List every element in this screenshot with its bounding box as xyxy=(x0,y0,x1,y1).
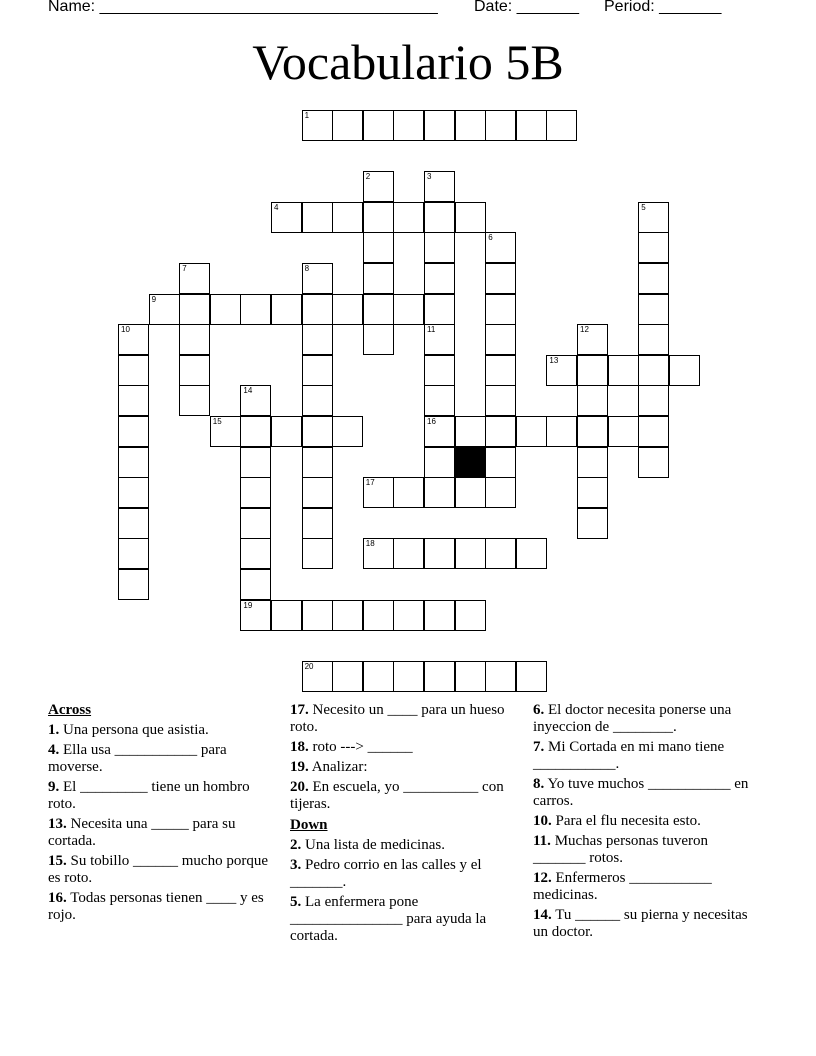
grid-cell[interactable] xyxy=(424,324,455,355)
grid-cell[interactable] xyxy=(455,416,486,447)
clue-across-16: 16. Todas personas tienen ____ y es rojo. xyxy=(48,890,264,923)
grid-cell[interactable] xyxy=(424,110,455,141)
grid-cell[interactable] xyxy=(393,110,424,141)
grid-cell[interactable] xyxy=(240,294,271,325)
clue-number: 2 xyxy=(365,172,371,182)
clue-across-19: 19. Analizar: xyxy=(290,759,368,775)
grid-cell[interactable] xyxy=(485,232,516,263)
grid-cell[interactable] xyxy=(271,202,302,233)
grid-cell[interactable] xyxy=(302,416,333,447)
grid-cell[interactable] xyxy=(363,600,394,631)
clue-down-6: 6. El doctor necesita ponerse una inyeccion de ________. xyxy=(533,702,732,735)
clue-number: 19 xyxy=(243,600,253,610)
grid-cell[interactable] xyxy=(240,569,271,600)
grid-cell[interactable] xyxy=(516,110,547,141)
grid-cell[interactable] xyxy=(302,294,333,325)
grid-cell[interactable] xyxy=(179,294,210,325)
grid-cell[interactable] xyxy=(332,110,363,141)
grid-cell[interactable] xyxy=(393,294,424,325)
clues-column-2 xyxy=(290,702,512,948)
grid-cell[interactable] xyxy=(210,416,241,447)
grid-cell[interactable] xyxy=(149,294,180,325)
grid-cell[interactable] xyxy=(546,416,577,447)
grid-cell[interactable] xyxy=(638,232,669,263)
down-heading: Down xyxy=(290,817,328,833)
grid-cell[interactable] xyxy=(455,538,486,569)
clue-across-20: 20. En escuela, yo __________ con tijeras. xyxy=(290,779,504,812)
grid-cell[interactable] xyxy=(577,355,608,386)
grid-cell[interactable] xyxy=(363,171,394,202)
grid-cell[interactable] xyxy=(179,263,210,294)
clue-number: 4 xyxy=(274,202,279,212)
grid-cell[interactable] xyxy=(638,324,669,355)
grid-cell[interactable] xyxy=(485,385,516,416)
grid-cell[interactable] xyxy=(118,324,149,355)
grid-cell[interactable] xyxy=(546,355,577,386)
clue-number: 14 xyxy=(243,386,253,396)
grid-cell[interactable] xyxy=(424,416,455,447)
grid-cell[interactable] xyxy=(577,385,608,416)
clue-number: 9 xyxy=(151,294,157,304)
grid-cell[interactable] xyxy=(240,508,271,539)
grid-cell[interactable] xyxy=(363,477,394,508)
grid-cell[interactable] xyxy=(240,416,271,447)
grid-cell[interactable] xyxy=(302,447,333,478)
grid-cell[interactable] xyxy=(393,538,424,569)
grid-block-cell xyxy=(455,447,486,478)
grid-cell[interactable] xyxy=(302,538,333,569)
grid-cell[interactable] xyxy=(669,355,700,386)
grid-cell[interactable] xyxy=(424,538,455,569)
grid-cell[interactable] xyxy=(302,508,333,539)
grid-cell[interactable] xyxy=(179,385,210,416)
clue-number: 7 xyxy=(182,264,187,273)
grid-cell[interactable] xyxy=(516,538,547,569)
period-field-label: Period: _______ xyxy=(604,0,722,15)
grid-cell[interactable] xyxy=(424,202,455,233)
grid-cell[interactable] xyxy=(577,447,608,478)
grid-cell[interactable] xyxy=(577,477,608,508)
clue-across-17: 17. Necesito un ____ para un hueso roto. xyxy=(290,702,505,735)
grid-cell[interactable] xyxy=(332,661,363,692)
grid-cell[interactable] xyxy=(485,110,516,141)
grid-cell[interactable] xyxy=(424,355,455,386)
clue-number: 11 xyxy=(427,325,436,335)
grid-cell[interactable] xyxy=(424,263,455,294)
grid-cell[interactable] xyxy=(516,661,547,692)
grid-cell[interactable] xyxy=(240,600,271,631)
grid-cell[interactable] xyxy=(302,324,333,355)
clue-across-4: 4. Ella usa ___________ para moverse. xyxy=(48,742,227,775)
grid-cell[interactable] xyxy=(118,538,149,569)
page-title: Vocabulario 5B xyxy=(252,34,564,90)
grid-cell[interactable] xyxy=(424,171,455,202)
grid-cell[interactable] xyxy=(332,202,363,233)
clue-number: 3 xyxy=(427,172,432,182)
clue-down-8: 8. Yo tuve muchos ___________ en carros. xyxy=(533,776,749,809)
clue-down-11: 11. Muchas personas tuveron _______ rotos. xyxy=(533,833,708,866)
grid-cell[interactable] xyxy=(179,355,210,386)
grid-cell[interactable] xyxy=(424,385,455,416)
clue-across-9: 9. El _________ tiene un hombro roto. xyxy=(48,779,250,812)
grid-cell[interactable] xyxy=(118,447,149,478)
grid-cell[interactable] xyxy=(118,416,149,447)
clues-column-1 xyxy=(48,702,270,927)
grid-cell[interactable] xyxy=(638,202,669,233)
grid-cell[interactable] xyxy=(393,661,424,692)
clue-across-13: 13. Necesita una _____ para su cortada. xyxy=(48,816,236,849)
clue-down-5: 5. La enfermera pone _______________ para ayuda la cortada. xyxy=(290,894,487,944)
clues-column-3 xyxy=(533,702,755,944)
grid-cell[interactable] xyxy=(608,355,639,386)
grid-cell[interactable] xyxy=(485,416,516,447)
grid-cell[interactable] xyxy=(302,110,333,141)
grid-cell[interactable] xyxy=(516,416,547,447)
grid-cell[interactable] xyxy=(455,661,486,692)
clue-number: 8 xyxy=(304,264,310,273)
clue-down-3: 3. Pedro corrio en las calles y el _______. xyxy=(290,857,482,890)
grid-cell[interactable] xyxy=(118,385,149,416)
clue-down-2: 2. Una lista de medicinas. xyxy=(290,837,445,853)
grid-cell[interactable] xyxy=(638,416,669,447)
grid-cell[interactable] xyxy=(363,263,394,294)
grid-cell[interactable] xyxy=(363,110,394,141)
grid-cell[interactable] xyxy=(271,294,302,325)
grid-cell[interactable] xyxy=(455,202,486,233)
grid-cell[interactable] xyxy=(118,355,149,386)
clue-number: 17 xyxy=(365,478,375,488)
grid-cell[interactable] xyxy=(485,324,516,355)
grid-cell[interactable] xyxy=(302,600,333,631)
grid-cell[interactable] xyxy=(577,508,608,539)
grid-cell[interactable] xyxy=(485,447,516,478)
grid-cell[interactable] xyxy=(485,538,516,569)
clue-number: 1 xyxy=(304,111,310,120)
grid-cell[interactable] xyxy=(271,416,302,447)
grid-cell[interactable] xyxy=(424,661,455,692)
grid-cell[interactable] xyxy=(546,110,577,141)
clue-down-10: 10. Para el flu necesita esto. xyxy=(533,813,701,829)
grid-cell[interactable] xyxy=(271,600,302,631)
grid-cell[interactable] xyxy=(608,416,639,447)
grid-cell[interactable] xyxy=(485,263,516,294)
clue-number: 15 xyxy=(212,417,222,426)
grid-cell[interactable] xyxy=(332,416,363,447)
grid-cell[interactable] xyxy=(302,355,333,386)
grid-cell[interactable] xyxy=(363,324,394,355)
grid-cell[interactable] xyxy=(118,569,149,600)
across-heading: Across xyxy=(48,702,92,718)
grid-cell[interactable] xyxy=(638,263,669,294)
grid-cell[interactable] xyxy=(393,477,424,508)
grid-cell[interactable] xyxy=(363,232,394,263)
grid-cell[interactable] xyxy=(638,447,669,478)
grid-cell[interactable] xyxy=(424,447,455,478)
grid-cell[interactable] xyxy=(302,661,333,692)
clue-down-12: 12. Enfermeros ___________ medicinas. xyxy=(533,870,712,903)
grid-cell[interactable] xyxy=(485,355,516,386)
grid-cell[interactable] xyxy=(240,538,271,569)
clue-number: 6 xyxy=(488,233,493,243)
clue-number: 5 xyxy=(641,202,646,212)
grid-cell[interactable] xyxy=(455,600,486,631)
clue-number: 10 xyxy=(121,325,130,335)
grid-cell[interactable] xyxy=(424,600,455,631)
clue-across-1: 1. Una persona que asistia. xyxy=(48,722,209,738)
grid-cell[interactable] xyxy=(485,477,516,508)
grid-cell[interactable] xyxy=(302,202,333,233)
grid-cell[interactable] xyxy=(332,294,363,325)
grid-cell[interactable] xyxy=(393,600,424,631)
grid-cell[interactable] xyxy=(424,232,455,263)
clue-number: 13 xyxy=(549,355,559,365)
name-field-label: Name: ______________________________________ xyxy=(48,0,438,15)
grid-cell[interactable] xyxy=(240,447,271,478)
grid-cell[interactable] xyxy=(240,385,271,416)
grid-cell[interactable] xyxy=(485,661,516,692)
grid-cell[interactable] xyxy=(455,110,486,141)
clue-number: 18 xyxy=(365,539,375,549)
clue-number: 12 xyxy=(580,325,589,335)
clue-down-7: 7. Mi Cortada en mi mano tiene ___________. xyxy=(533,739,725,772)
grid-cell[interactable] xyxy=(210,294,241,325)
grid-cell[interactable] xyxy=(302,477,333,508)
clue-across-15: 15. Su tobillo ______ mucho porque es roto. xyxy=(48,853,268,886)
grid-cell[interactable] xyxy=(577,416,608,447)
clue-number: 16 xyxy=(427,417,436,426)
grid-cell[interactable] xyxy=(363,538,394,569)
grid-cell[interactable] xyxy=(240,477,271,508)
clue-down-14: 14. Tu ______ su pierna y necesitas un doctor. xyxy=(533,907,748,940)
grid-cell[interactable] xyxy=(424,477,455,508)
grid-cell[interactable] xyxy=(424,294,455,325)
grid-cell[interactable] xyxy=(485,294,516,325)
grid-cell[interactable] xyxy=(118,477,149,508)
grid-cell[interactable] xyxy=(638,385,669,416)
grid-cell[interactable] xyxy=(118,508,149,539)
grid-cell[interactable] xyxy=(455,477,486,508)
clue-number: 20 xyxy=(304,661,314,671)
grid-cell[interactable] xyxy=(638,294,669,325)
grid-cell[interactable] xyxy=(302,263,333,294)
grid-cell[interactable] xyxy=(577,324,608,355)
grid-cell[interactable] xyxy=(302,385,333,416)
grid-cell[interactable] xyxy=(363,202,394,233)
grid-cell[interactable] xyxy=(363,294,394,325)
clue-across-18: 18. roto ---> ______ xyxy=(290,739,413,755)
grid-cell[interactable] xyxy=(179,324,210,355)
grid-cell[interactable] xyxy=(393,202,424,233)
grid-cell[interactable] xyxy=(332,600,363,631)
grid-cell[interactable] xyxy=(363,661,394,692)
date-field-label: Date: _______ xyxy=(474,0,579,15)
grid-cell[interactable] xyxy=(638,355,669,386)
